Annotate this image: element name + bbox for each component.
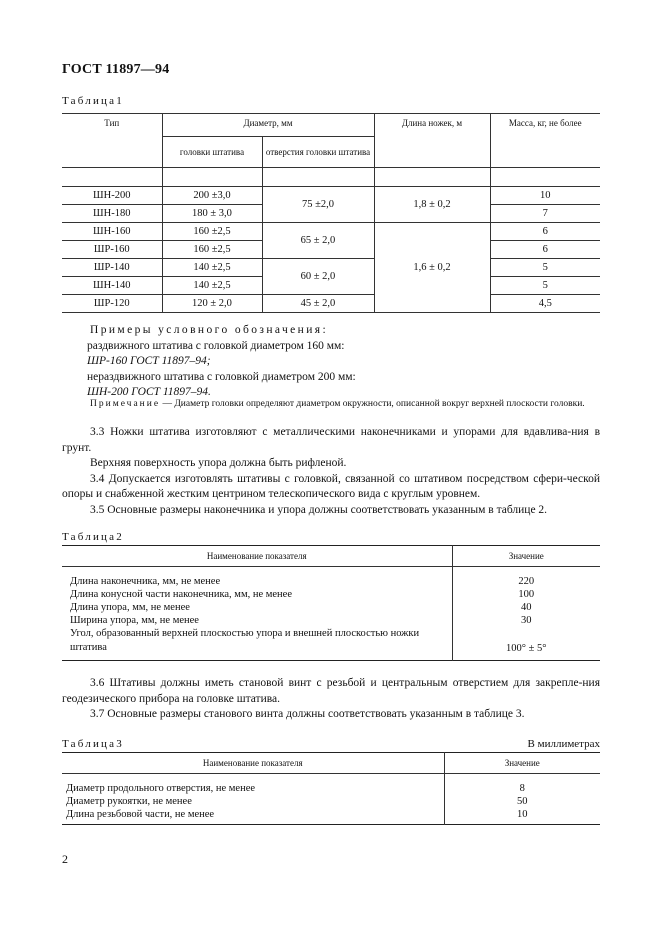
table-row: Угол, образованный верхней плоскостью упора и внешней плоскостью ножки штатива: [62, 627, 452, 661]
table2-col-name: Наименование показателя: [62, 546, 452, 567]
table-row-leg: 1,8 ± 0,2: [374, 187, 490, 223]
table-row-head: 160 ±2,5: [162, 241, 262, 259]
table-row-type: ШН-200: [62, 187, 162, 205]
table-row-leg: 1,6 ± 0,2: [374, 223, 490, 313]
table-row-hole: 75 ±2,0: [262, 187, 374, 223]
table-row-value: 100° ± 5°: [452, 627, 600, 661]
table-row-value: 100: [452, 588, 600, 601]
table-row-mass: 5: [490, 277, 600, 295]
table-row: Ширина упора, мм, не менее: [62, 614, 452, 627]
table-row: Длина наконечника, мм, не менее: [62, 575, 452, 588]
table1-caption: Таблица1: [62, 95, 124, 107]
example-code-1: ШР-160 ГОСТ 11897–94;: [87, 355, 211, 367]
paragraph-3-6: 3.6 Штативы должны иметь становой винт с резьбой и центральным отверстием для закрепле-ния геодезического прибора на головке штатива.: [62, 677, 600, 705]
paragraph-3-3b: Верхняя поверхность упора должна быть рифленой.: [90, 457, 347, 469]
examples-heading: Примеры условного обозначения:: [90, 324, 329, 336]
table-row-value: 40: [452, 601, 600, 614]
page-number: 2: [62, 852, 68, 866]
table-row-type: ШН-140: [62, 277, 162, 295]
paragraph-3-4: 3.4 Допускается изготовлять штативы с головкой, связанной со штативом посредством сфери-ческой опоры и снабженной жестким центрином телескопического вида с круглым уровнем.: [62, 472, 600, 500]
examples-block: [87, 323, 600, 401]
table1-col-leg: Длина ножек, м: [374, 114, 490, 168]
table2-caption: Таблица2: [62, 531, 124, 543]
table-row-type: ШН-160: [62, 223, 162, 241]
table-row: Диаметр рукоятки, не менее: [62, 795, 444, 808]
table-row-type: ШР-140: [62, 259, 162, 277]
table2-col-value: Значение: [452, 546, 600, 567]
table-row-mass: 6: [490, 241, 600, 259]
table-row-head: 120 ± 2,0: [162, 295, 262, 313]
table1-col-type: Тип: [62, 114, 162, 168]
table1-col-mass: Масса, кг, не более: [490, 114, 600, 168]
note: [62, 398, 600, 411]
table3-caption: Таблица3: [62, 738, 124, 750]
paragraph-3-5: 3.5 Основные размеры наконечника и упора должны соответствовать указанным в таблице 2.: [90, 503, 548, 516]
table-row-type: ШР-160: [62, 241, 162, 259]
table-row: Диаметр продольного отверстия, не менее: [62, 782, 444, 795]
table1-col-diameter: Диаметр, мм: [162, 114, 374, 137]
table-row: Длина резьбовой части, не менее: [62, 808, 444, 825]
paragraph-3-3: 3.3 Ножки штатива изготовляют с металлическими наконечниками и упорами для вдавлива-ния в грунт.: [62, 426, 600, 454]
table-row-type: ШН-180: [62, 205, 162, 223]
table-row-value: 50: [444, 795, 600, 808]
table1-col-hole: отверстия головки штатива: [262, 137, 374, 168]
table-row-mass: 6: [490, 223, 600, 241]
table2: [62, 545, 600, 661]
table-row-mass: 5: [490, 259, 600, 277]
document-header: ГОСТ 11897—94: [62, 62, 170, 77]
table-row-value: 10: [444, 808, 600, 825]
table-row-hole: 45 ± 2,0: [262, 295, 374, 313]
table1-col-head: головки штатива: [162, 137, 262, 168]
example-line-1: раздвижного штатива с головкой диаметром 160 мм:: [87, 339, 345, 352]
table3-units: В миллиметрах: [527, 738, 600, 750]
paragraph-3-7: 3.7 Основные размеры станового винта должны соответствовать указанным в таблице 3.: [90, 708, 525, 720]
table-row: Длина конусной части наконечника, мм, не менее: [62, 588, 452, 601]
table-row-head: 200 ±3,0: [162, 187, 262, 205]
note-text: — Диаметр головки определяют диаметром окружности, описанной вокруг верхней плоскости головки.: [160, 399, 585, 409]
table-row-value: 220: [452, 575, 600, 588]
table3: [62, 752, 600, 825]
table-row-head: 140 ±2,5: [162, 277, 262, 295]
table-row-mass: 7: [490, 205, 600, 223]
table-row-type: ШР-120: [62, 295, 162, 313]
table-row-head: 180 ± 3,0: [162, 205, 262, 223]
table-row-head: 160 ±2,5: [162, 223, 262, 241]
table-row: Длина упора, мм, не менее: [62, 601, 452, 614]
table1: [62, 113, 600, 313]
table-row-mass: 4,5: [490, 295, 600, 313]
table3-col-value: Значение: [444, 753, 600, 774]
table-row-head: 140 ±2,5: [162, 259, 262, 277]
table-row-hole: 65 ± 2,0: [262, 223, 374, 259]
body-paragraphs-2: [62, 676, 600, 723]
example-line-2: нераздвижного штатива с головкой диаметром 200 мм:: [87, 370, 356, 383]
table-row-hole: 60 ± 2,0: [262, 259, 374, 295]
body-paragraphs: [62, 425, 600, 518]
example-code-2: ШН-200 ГОСТ 11897–94.: [87, 386, 211, 398]
note-label: Примечание: [90, 399, 161, 409]
table-row-mass: 10: [490, 187, 600, 205]
table3-col-name: Наименование показателя: [62, 753, 444, 774]
table-row-value: 8: [444, 782, 600, 795]
table-row-value: 30: [452, 614, 600, 627]
